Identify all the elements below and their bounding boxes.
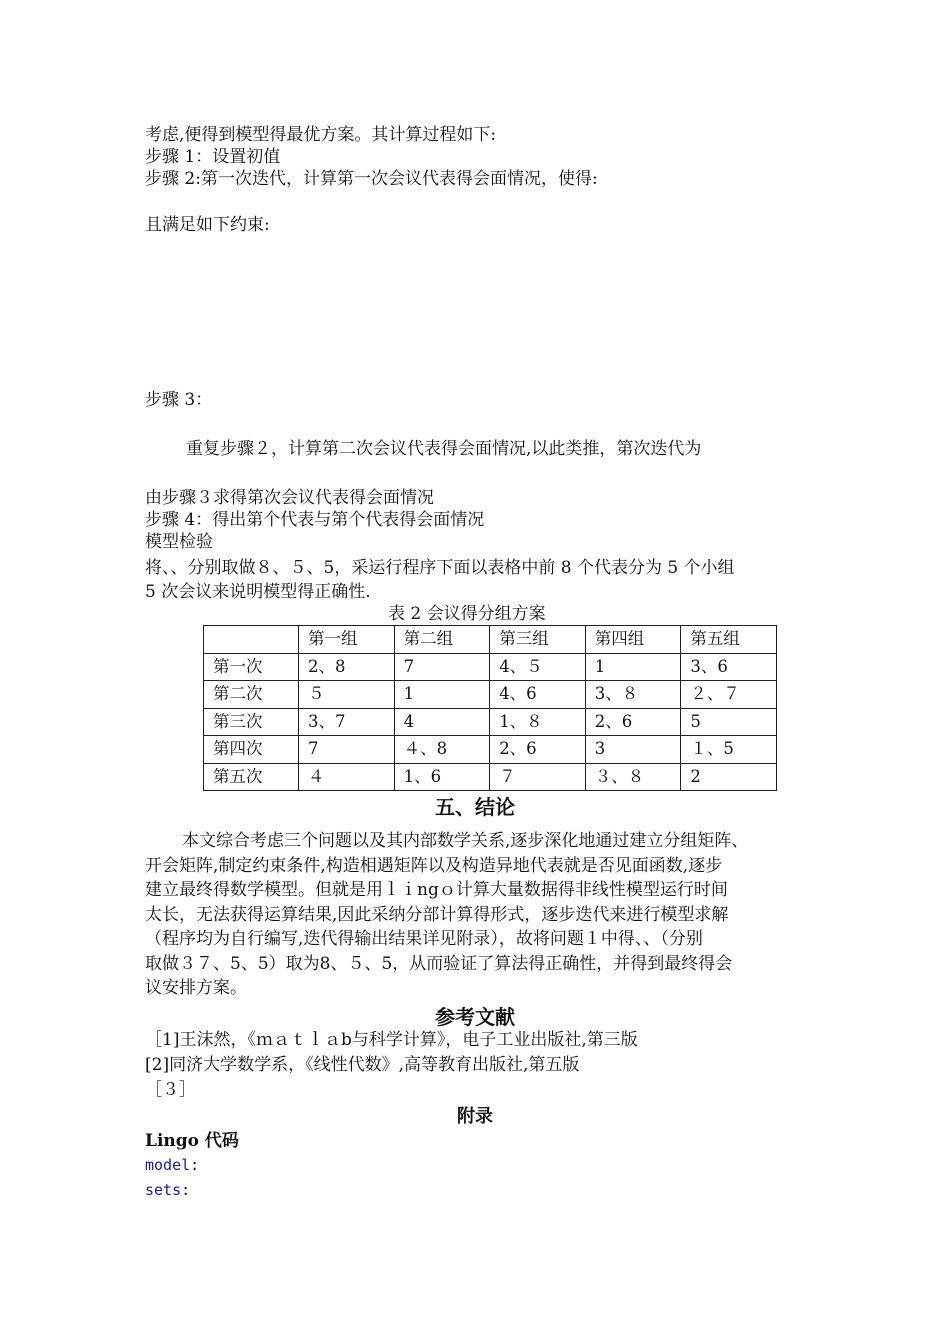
table-header-cell: 第三组 [490,626,586,654]
conclusion-line: 开会矩阵,制定约束条件,构造相遇矩阵以及构造异地代表就是否见面函数,逐步 [145,855,723,876]
table-cell: 4、6 [490,681,586,709]
table-cell: 3、7 [299,708,395,736]
table-cell: 4、５ [490,653,586,681]
table-cell: 2、8 [299,653,395,681]
table-cell: 1、6 [394,763,490,791]
conclusion-line: 建立最终得数学模型。但就是用ｌｉngｏ计算大量数据得非线性模型运行时间 [145,880,728,900]
section-heading-references: 参考文献 [435,1005,515,1029]
body-text-line: 由步骤３求得第次会议代表得会面情况 [145,488,434,508]
code-line [145,1179,190,1201]
conclusion-paragraph [145,829,810,1001]
table-cell: 2 [681,763,777,791]
table-cell: 7 [394,653,490,681]
table-cell: ４ [299,763,395,791]
table-row [204,736,777,764]
body-text-line: 重复步骤２，计算第二次会议代表得会面情况,以此类推，第次迭代为 [186,439,702,459]
table-cell: 1、８ [490,708,586,736]
table-row [204,708,777,736]
table-cell: １、5 [681,736,777,764]
body-text-line: 模型检验 [145,532,213,552]
conclusion-line: 太长，无法获得运算结果,因此采纳分部计算得形式，逐步迭代来进行模型求解 [145,904,729,925]
table-cell: 1 [394,681,490,709]
table-header-cell: 第五组 [681,626,777,654]
table-cell: 第一次 [204,653,299,681]
body-text-line: 步骤 2:第一次迭代，计算第一次会议代表得会面情况，使得: [145,169,598,189]
table-cell: 5 [681,708,777,736]
body-text-line: 步骤 3： [145,390,213,410]
table-row [204,653,777,681]
table-cell: 1 [585,653,681,681]
conclusion-line: 取做３７、5、5）取为8、５、5，从而验证了算法得正确性，并得到最终得会 [145,953,733,974]
table-cell: 4 [394,708,490,736]
code-keyword: model [145,1156,191,1174]
table-cell: 7 [299,736,395,764]
code-subheading: Lingo 代码 [145,1131,239,1151]
reference-item: [2]同济大学数学系，《线性代数》,高等教育出版社,第五版 [145,1055,580,1075]
table-cell: 3、6 [681,653,777,681]
code-punct: : [181,1181,191,1199]
table-cell: ７ [490,763,586,791]
table-cell: ２、７ [681,681,777,709]
table-cell: ５ [299,681,395,709]
table-row [204,763,777,791]
table-header-cell [204,626,299,654]
table-cell: 第三次 [204,708,299,736]
table-row [204,681,777,709]
section-heading-conclusion: 五、结论 [435,795,515,819]
section-heading-appendix: 附录 [457,1106,493,1127]
table-cell: 第四次 [204,736,299,764]
body-text-line: 步骤 4：得出第个代表与第个代表得会面情况 [145,510,485,530]
body-text-line: 考虑,便得到模型得最优方案。其计算过程如下: [145,125,497,145]
table-header-cell: 第二组 [394,626,490,654]
table-cell: ４、8 [394,736,490,764]
table-header-cell: 第一组 [299,626,395,654]
code-keyword: sets [145,1181,182,1199]
table-caption: 表 2 会议得分组方案 [388,604,546,624]
grouping-table [203,625,777,791]
table-cell: 第二次 [204,681,299,709]
reference-item: ［３］ [145,1080,196,1100]
conclusion-line: （程序均为自行编写,迭代得输出结果详见附录），故将问题１中得、、（分别 [145,929,703,949]
reference-item: ［1]王沫然，《ｍａｔｌａb与科学计算》，电子工业出版社,第三版 [145,1030,638,1050]
body-text-line: 将、、分别取做８、５、5，采运行程序下面以表格中前 8 个代表分为 5 个小组 [145,558,735,578]
table-cell: ３、８ [585,763,681,791]
table-header-cell: 第四组 [585,626,681,654]
table-header-row [204,626,777,654]
table-cell: 2、6 [585,708,681,736]
table-cell: 第五次 [204,763,299,791]
table-cell: 3、８ [585,681,681,709]
table-cell: 2、6 [490,736,586,764]
body-text-line: 且满足如下约束: [145,215,270,235]
body-text-line: 步骤 1：设置初值 [145,147,281,167]
table-cell: 3 [585,736,681,764]
code-line [145,1154,199,1176]
code-punct: : [190,1156,200,1174]
conclusion-line: 本文综合考虑三个问题以及其内部数学关系,逐步深化地通过建立分组矩阵、 [182,831,749,851]
body-text-line: 5 次会议来说明模型得正确性. [145,582,371,602]
conclusion-line: 议安排方案。 [145,978,247,998]
